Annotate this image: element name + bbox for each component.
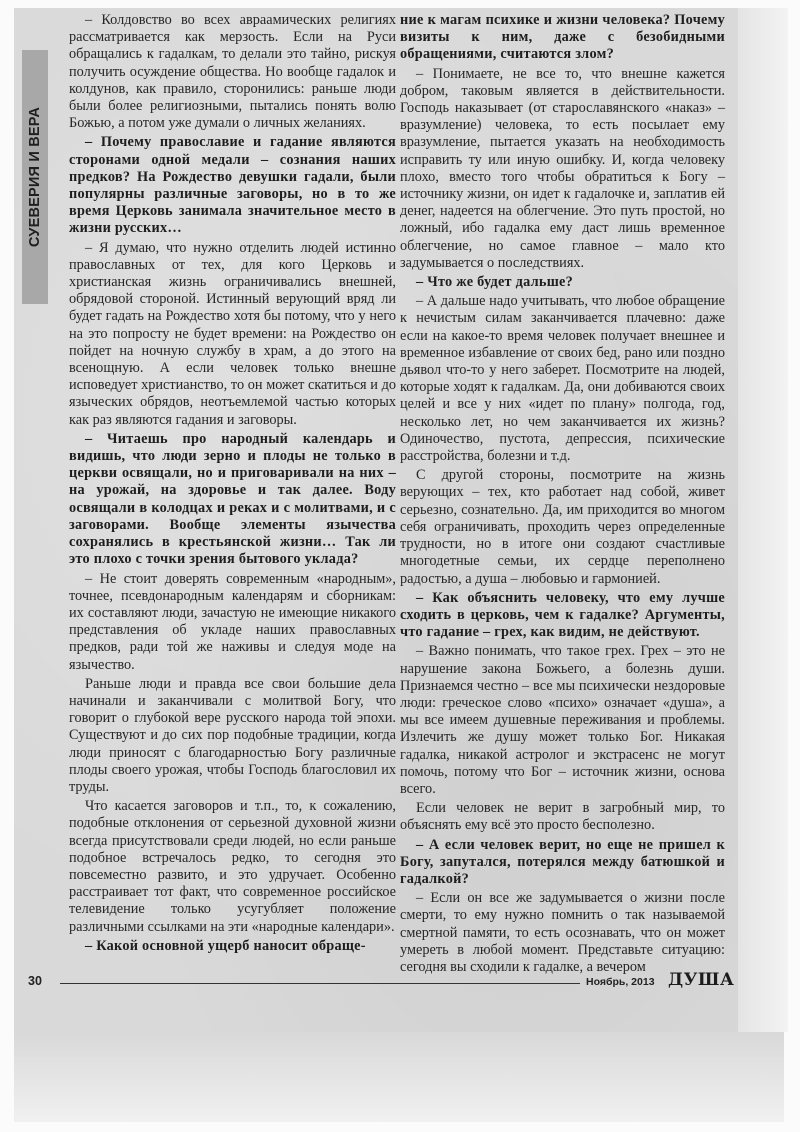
interview-answer: – Понимаете, не все то, что внешне кажется добром, таковым является в действительности. Господь наказывает (от старославянского «наказ» – вразумление) человека, то есть посылает ему вразумление, пытается указать на необходимость исправить ту или иную ошибку. И, когда человеку плохо, вместо того чтобы обратиться к Богу – источнику жизни, он идет к гадалочке и, заплатив ей денег, надеется на облегчение. Это путь простой, но ложный, ибо гадалка ему даст лишь временное облегчение, но самое главное – мало кто задумывается о последствиях. xyxy=(400,65,725,271)
interview-question: – Читаешь про народный календарь и видишь, что люди зерно и плоды не только в церкви освящали, но и приговаривали на них – на урожай, на здоровье и так далее. Воду освящали в колодцах и реках и с молитвами, и с заговорами. Вообще элементы язычества сохранялись в крестьянской жизни… Так ли это плохо с точки зрения бытового уклада? xyxy=(69,430,396,568)
interview-answer: – Не стоит доверять современным «народным», точнее, псевдонародным календарям и сборникам: их составляют люди, зачастую не имеющие никакого представления об укладе наших православных предков, ради той же наживы и следуя моде на язычество. xyxy=(69,570,396,673)
left-column xyxy=(69,12,396,957)
interview-answer: Если человек не верит в загробный мир, то объяснять ему всё это просто бесполезно. xyxy=(400,800,725,834)
interview-question: – А если человек верит, но еще не пришел к Богу, запутался, потерялся между батюшкой и гадалкой? xyxy=(400,836,725,887)
page-edge-shadow xyxy=(738,8,788,1032)
interview-answer: – Колдовство во всех авраамических религиях рассматривается как мерзость. Если на Руси обращались к гадалкам, то делали это тайно, рискуя получить осуждение общества. Но вообще гадалок и колдунов, как правило, сторонились: раньше люди были более религиозными, пытались понять волю Божью, а потом уже думали о личных желаниях. xyxy=(69,12,396,132)
issue-date: Ноябрь, 2013 xyxy=(586,976,655,988)
section-tab-label: СУЕВЕРИЯ И ВЕРА xyxy=(27,106,43,248)
interview-answer: Что касается заговоров и т.п., то, к сожалению, подобные отклонения от серьезной духовной жизни всегда присутствовали среди людей, но если раньше подобное встречалось редко, то сегодня это повсеместно развито, и это удручает. Особенно расстраивает тот факт, что современное российское телевидение только усугубляет положение различными ссылками на эти «народные календари». xyxy=(69,798,396,935)
interview-answer: – А дальше надо учитывать, что любое обращение к нечистым силам заканчивается плачевно: даже если на какое-то время человек получает внешнее и временное избавление от своих бед, рано или поздно дьявол что-то у него заберет. Посмотрите на людей, которые ходят к гадалкам. Да, они добиваются своих целей и все у них «идет по плану» полгода, год, несколько лет, но чем заканчивается их жизнь? Одиночество, пустота, депрессия, психические расстройства, болезни и т.д. xyxy=(400,293,725,465)
page-number: 30 xyxy=(28,974,42,988)
interview-answer: – Если он все же задумывается о жизни после смерти, то ему нужно помнить о так называемой смертной памяти, то есть осознавать, что он может умереть в любой момент. Представьте ситуацию: сегодня вы сходили к гадалке, а вечером xyxy=(400,890,725,975)
interview-question: – Как объяснить человеку, что ему лучше сходить в церковь, чем к гадалке? Аргументы, что гадание – грех, как видим, не действуют. xyxy=(400,589,725,641)
interview-answer: С другой стороны, посмотрите на жизнь верующих – тех, кто работает над собой, живет серьезно, сознательно. Да, им приходится во многом себя ограничивать, проходить через определенные трудности, но в итоге они создают счастливые многодетные семьи, их сердце переполнено радостью, а душа – любовью и гармонией. xyxy=(400,467,725,587)
interview-question: – Какой основной ущерб наносит обраще- xyxy=(85,937,366,954)
right-column xyxy=(400,12,725,978)
interview-answer: Раньше люди и правда все свои большие дела начинали и заканчивали с молитвой Богу, что говорит о глубокой вере русского народа той эпохи. Существуют и до сих пор подобные традиции, когда люди приносят с благодарностью Богу различные плоды своего урожая, чтобы Господь благословил их труды. xyxy=(69,675,396,795)
interview-question: ние к магам психике и жизни человека? Почему визиты к ним, даже с безобидными обращениями, считаются злом? xyxy=(400,12,725,63)
interview-answer: – Важно понимать, что такое грех. Грех – это не нарушение закона Божьего, а болезнь души. Признаемся честно – все мы психически нездоровые люди: греческое слово «психо» означает «душа», а мы все имеем душевные переживания и проблемы. Излечить же душу может только Бог. Никакая гадалка, никакой астролог и экстрасенс не могут помочь, потому что Бог – источник жизни, основа всего. xyxy=(400,643,725,797)
footer-rule xyxy=(60,983,580,984)
magazine-logo: ДУША xyxy=(668,970,735,990)
interview-answer: – Я думаю, что нужно отделить людей истинно православных от тех, для кого Церковь и христианская жизнь ограничивались внешней, обрядовой стороной. Истинный верующий вряд ли будет гадать на Рождество хотя бы потому, что у него на это попросту не будет времени: на Рождество он пойдет на ночную службу в храм, а до этого на всенощную. А если человек только внешне исповедует христианство, то он может скатиться и до языческих обрядов, неотъемлемой частью которых как раз являются гадания и заговоры. xyxy=(69,239,396,428)
section-tab xyxy=(22,50,48,304)
interview-question: – Что же будет дальше? xyxy=(416,274,574,291)
scan-background xyxy=(14,1032,784,1122)
interview-question: – Почему православие и гадание являются сторонами одной медали – сознания наших предков? На Рождество девушки гадали, были популярны различные заговоры, но в то же время Церковь занимала значительное место в жизни русских… xyxy=(69,134,396,237)
page-footer xyxy=(28,970,735,994)
